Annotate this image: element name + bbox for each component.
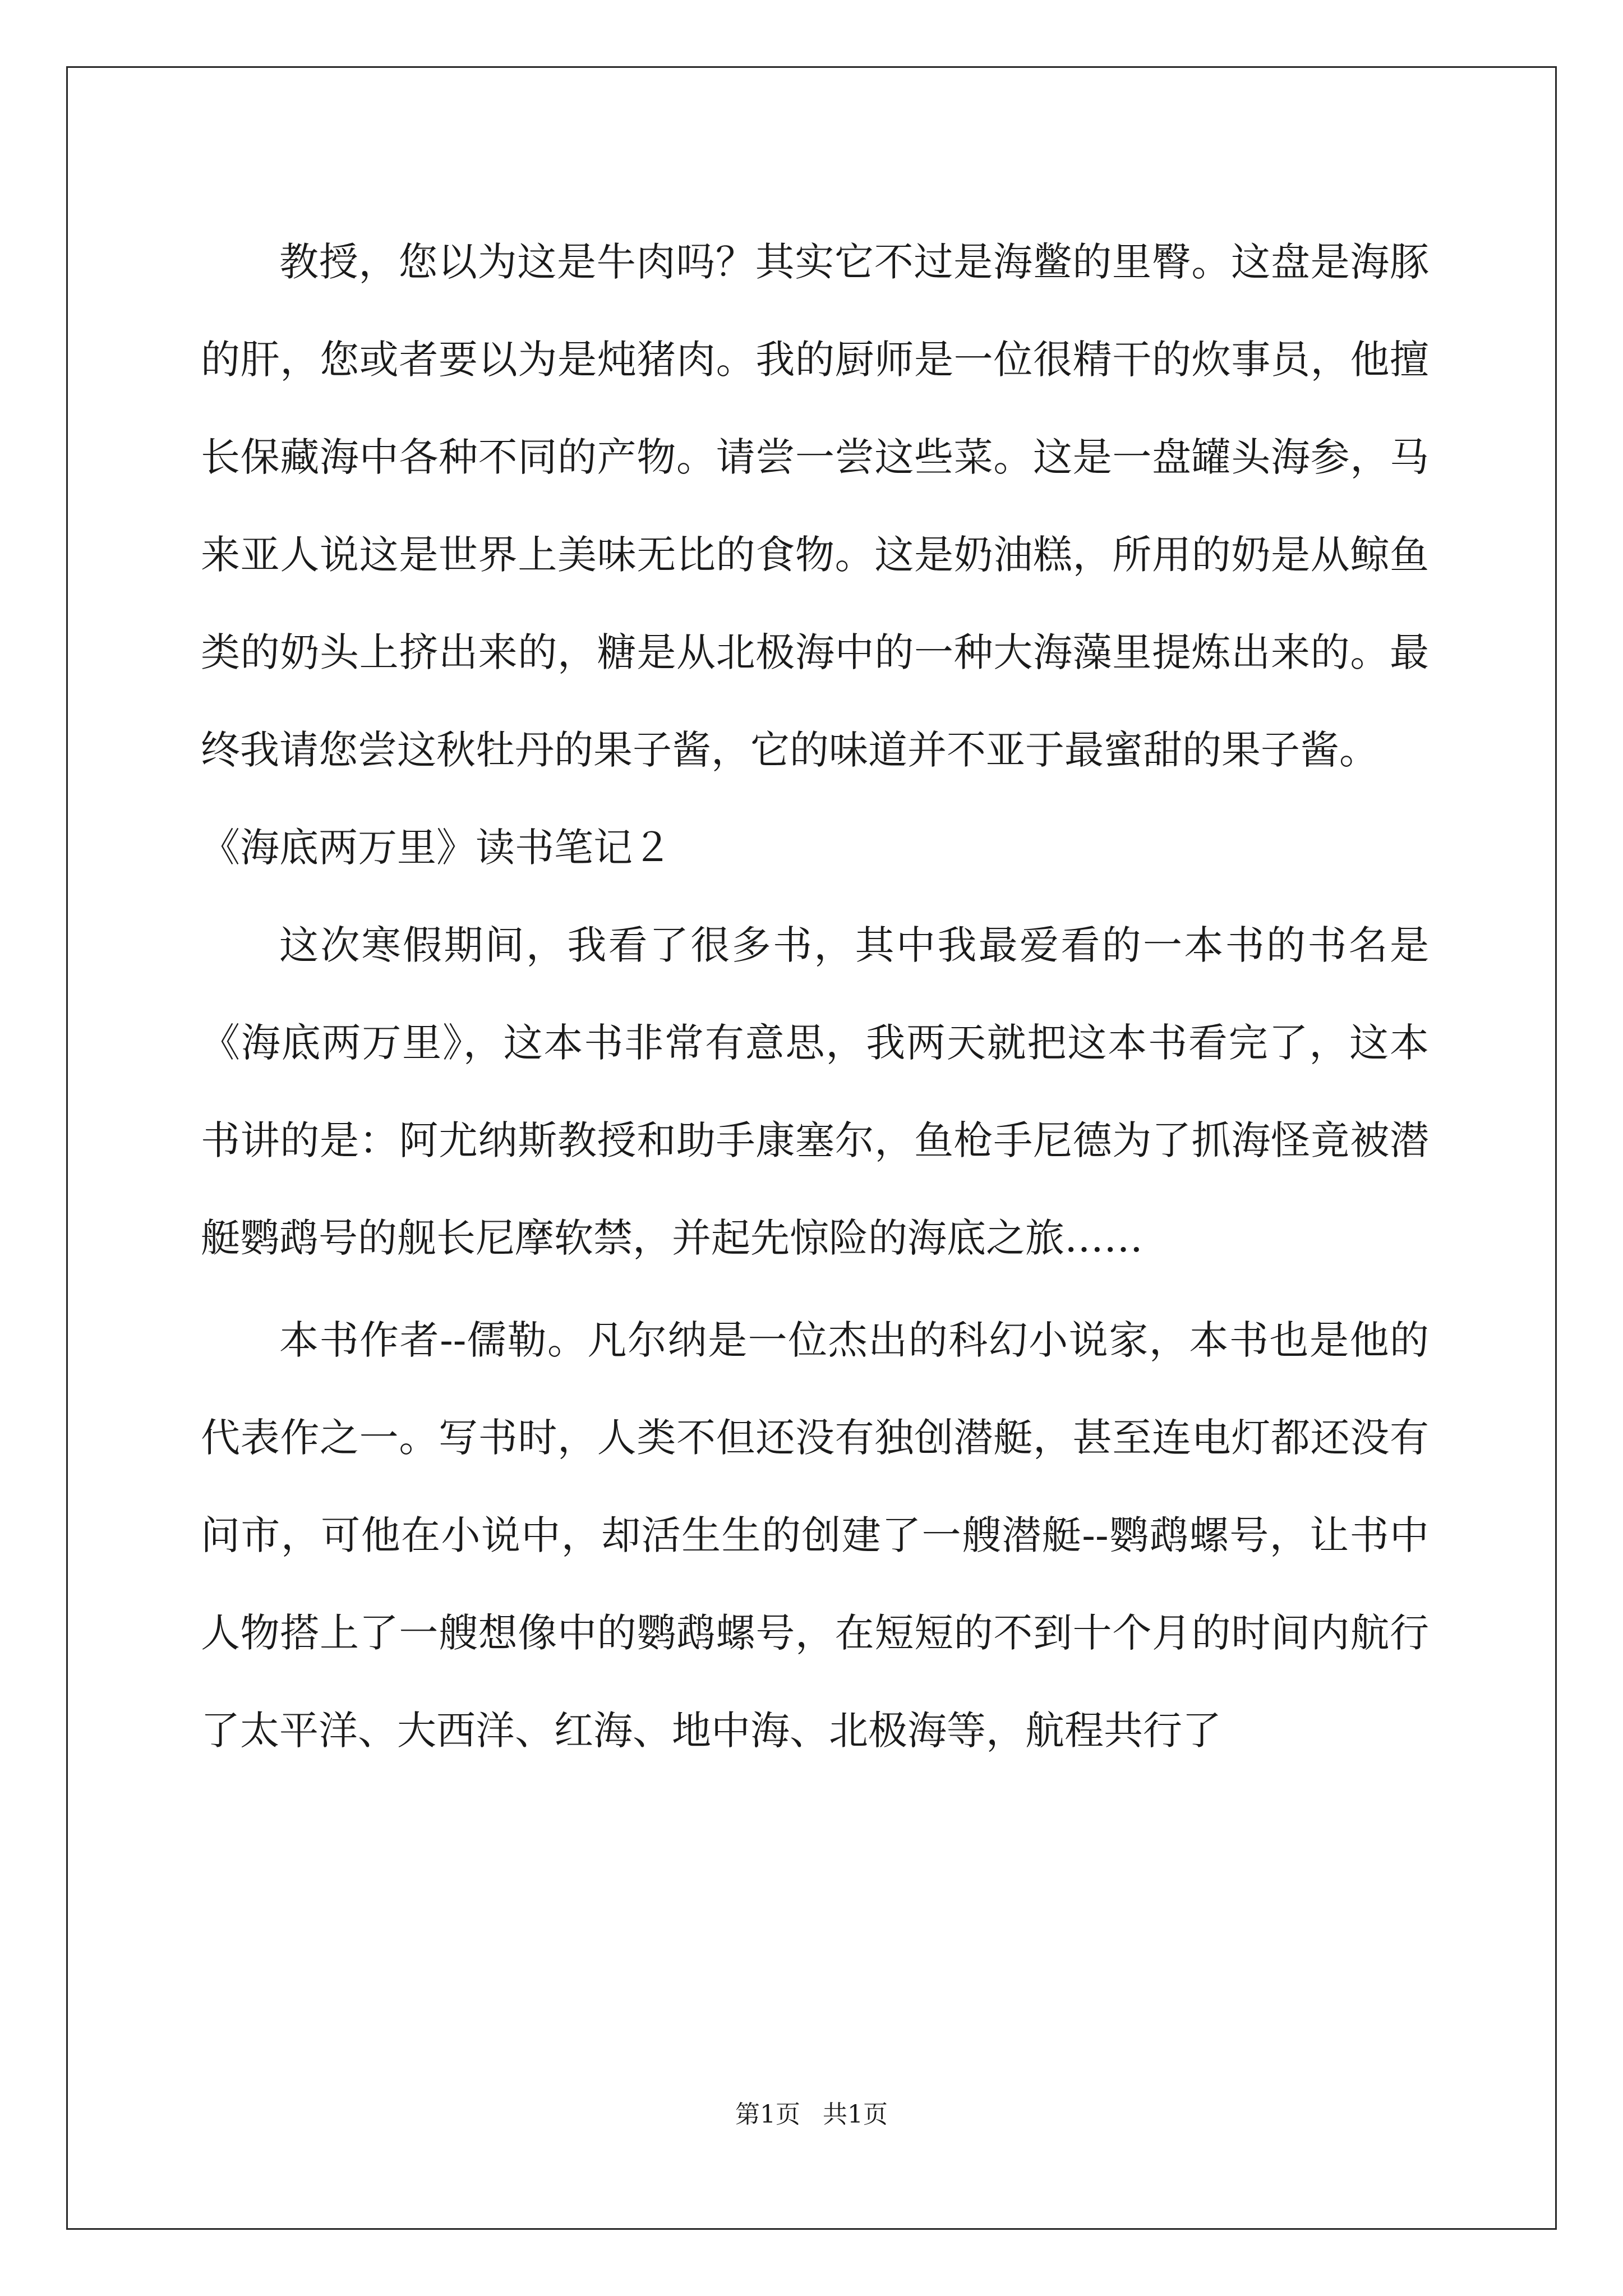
page-footer: [0, 2098, 1623, 2132]
paragraph-cuisine: 教授，您以为这是牛肉吗？其实它不过是海鳖的里臀。这盘是海豚的肝，您或者要以为是炖猪肉。我的厨师是一位很精干的炊事员，他擅长保藏海中各种不同的产物。请尝一尝这些菜。这是一盘罐头海参，马来亚人说这是世界上美味无比的食物。这是奶油糕，所用的奶是从鲸鱼类的奶头上挤出来的，糖是从北极海中的一种大海藻里提炼出来的。最终我请您尝这秋牡丹的果子酱，它的味道并不亚于最蜜甜的果子酱。: [201, 239, 1429, 773]
document-body: [201, 213, 1429, 1779]
paragraph-author: 本书作者--儒勒。凡尔纳是一位杰出的科幻小说家，本书也是他的代表作之一。写书时，人类不但还没有独创潜艇，甚至连电灯都还没有问市，可他在小说中，却活生生的创建了一艘潜艇--鹦鹉螺号，让书中人物搭上了一艘想像中的鹦鹉螺号，在短短的不到十个月的时间内航行了太平洋、大西洋、红海、地中海、北极海等，航程共行了: [201, 1317, 1429, 1754]
page-total: 共1页: [823, 2100, 888, 2129]
page-number: 第1页: [735, 2100, 800, 2129]
section-heading: 《海底两万里》读书笔记２: [201, 825, 672, 871]
paragraph-winter-break: 这次寒假期间，我看了很多书，其中我最爱看的一本书的书名是《海底两万里》，这本书非常有意思，我两天就把这本书看完了，这本书讲的是：阿尤纳斯教授和助手康塞尔，鱼枪手尼德为了抓海怪竟被潜艇鹦鹉号的舰长尼摩软禁，并起先惊险的海底之旅……: [201, 922, 1429, 1261]
